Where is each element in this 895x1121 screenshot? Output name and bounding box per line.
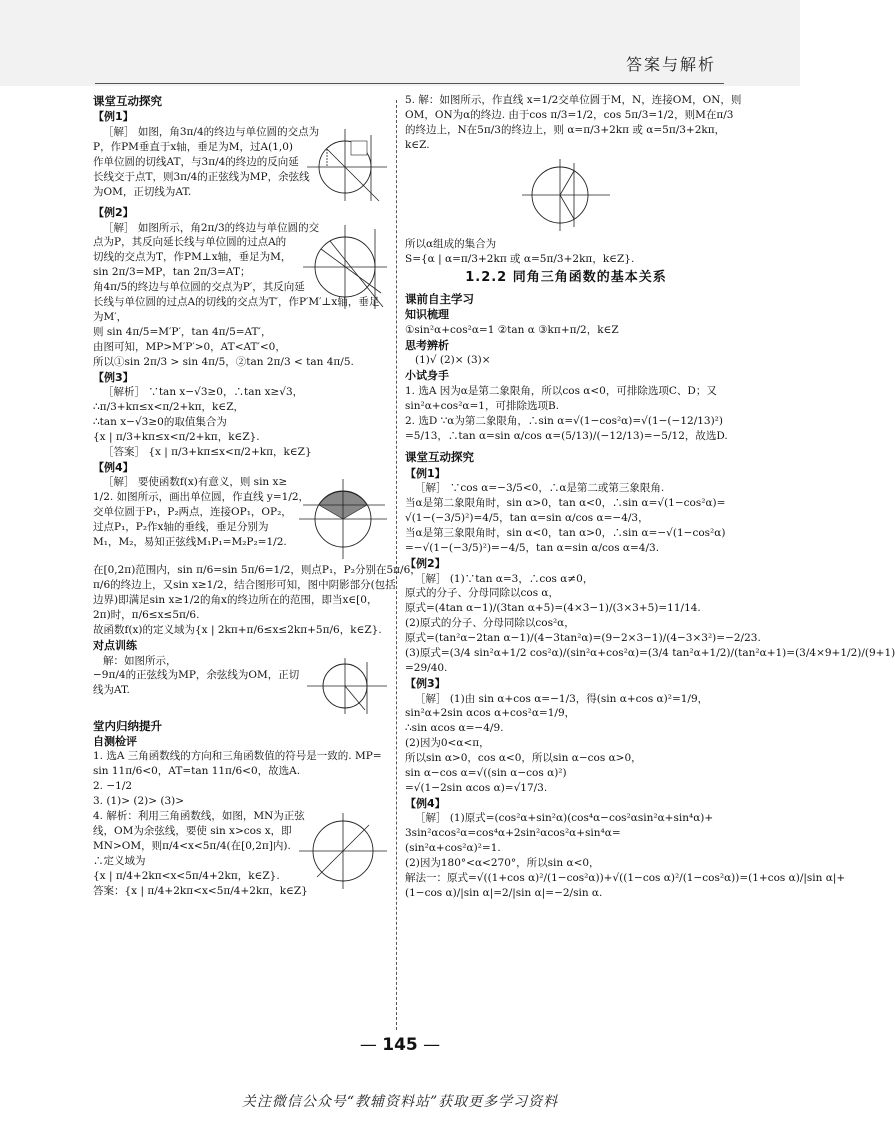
text-line: 过点P₁，P₂作x轴的垂线，垂足分别为: [93, 521, 269, 534]
text-line: 则 sin 4π/5=M′P′，tan 4π/5=AT′，: [93, 325, 272, 338]
text-line: {x | π/4+2kπ<x<5π/4+2kπ，k∈Z}.: [93, 869, 280, 882]
text-line: 所以sin α>0，cos α<0，所以sin α−cos α>0，: [405, 752, 642, 765]
example-2-label: 【例2】: [93, 205, 134, 219]
page-header-title: 答案与解析: [625, 55, 716, 74]
example-1-label: 【例1】: [93, 110, 134, 124]
page-number: — 145 —: [0, 1033, 800, 1057]
section-title-prestudy: 课前自主学习: [405, 291, 474, 306]
text-line: 5. 解：如图所示，作直线 x=1/2交单位圆于M，N，连接OM，ON，则: [405, 94, 742, 106]
text-line: 由图可知，MP>M′P′>0，AT<AT′<0，: [93, 340, 286, 353]
text-line: (1−cos α)/|sin α|=2/|sin α|=−2/sin α.: [405, 887, 603, 899]
unit-circle-shaded-figure-ex4: [297, 477, 389, 561]
text-line: ［解］ 如图所示，角2π/3的终边与单位圆的交: [103, 221, 320, 234]
text-line: sin²α+cos²α=1，可排除选项B.: [405, 399, 560, 412]
lesson-subtitle: 1.2.2 同角三角函数的基本关系: [465, 270, 667, 286]
unit-circle-figure-selftest: [297, 811, 389, 891]
text-line: sin 2π/3=MP，tan 2π/3=AT；: [93, 266, 251, 279]
text-line: =√(1−2sin αcos α)=√17/3.: [405, 781, 548, 794]
text-line: sin 11π/6<0，AT=tan 11π/6<0，故选A.: [93, 765, 301, 778]
text-line: 当α是第三象限角时，sin α<0，tan α>0，∴sin α=−√(1−cos²α): [405, 527, 726, 540]
text-line: 边界)即满足sin x≥1/2的角x的终边所在的范围，即当x∈[0，: [93, 594, 378, 607]
text-line: 2. −1/2: [93, 780, 133, 793]
text-line: 长线与单位圆的过点A的切线的交点为T′，作P′M′⊥x轴，垂足: [93, 296, 380, 309]
text-line: ［解］ 要使函数f(x)有意义，则 sin x≥: [103, 476, 288, 489]
text-line: 角4π/5的终边与单位圆的交点为P′，其反向延: [93, 281, 305, 294]
text-line: 1/2. 如图所示，画出单位圆，作直线 y=1/2，: [93, 491, 310, 504]
text-line: P，作PM垂直于x轴，垂足为M，过A(1,0): [93, 140, 294, 153]
knowledge-title: 知识梳理: [405, 308, 449, 322]
example-3-label-right: 【例3】: [405, 676, 446, 690]
text-line: (3)原式=(3/4 sin²α+1/2 cos²α)/(sin²α+cos²α)=(3/4 tan²α+1/2)/(tan²α+1)=(3/4×9+1/2)/(9+1): [405, 647, 895, 660]
right-column: [405, 93, 895, 901]
footer-notice: 关注微信公众号“教辅资料站”获取更多学习资料: [241, 1094, 559, 1110]
text-line: OM，ON为α的终边. 由于cos π/3=1/2，cos 5π/3=1/2，则M在π/3: [405, 108, 734, 121]
thinking-title: 思考辨析: [405, 338, 449, 352]
text-line: 点为P，其反向延长线与单位圆的过点A的: [93, 236, 287, 249]
text-line: √(1−(−3/5)²)=4/5，tan α=sin α/cos α=−4/3，: [405, 512, 649, 525]
text-line: 交单位圆于P₁，P₂两点，连接OP₁，OP₂，: [93, 506, 292, 519]
left-column: [93, 93, 421, 899]
text-line: ［解］ 如图，角3π/4的终边与单位圆的交点为: [103, 125, 320, 138]
text-line: ∴π/3+kπ≤x<π/2+kπ，k∈Z，: [93, 401, 244, 414]
text-line: 3sin²αcos²α=cos⁴α+2sin²αcos²α+sin⁴α=: [405, 827, 621, 840]
text-line: 解：如图所示，: [103, 654, 177, 667]
text-line: (sin²α+cos²α)²=1.: [405, 842, 501, 855]
text-line: =5/13，∴tan α=sin α/cos α=(5/13)/(−12/13)=−5/12，故选D.: [405, 429, 728, 442]
text-line: π/6的终边上，又sin x≥1/2，结合图形可知，图中阴影部分(包括: [93, 579, 396, 592]
text-line: 解法一：原式=√((1+cos α)²/(1−cos²α))+√((1−cos α)²/(1−cos²α))=(1+cos α)/|sin α|+: [405, 872, 846, 885]
text-line: S={α | α=π/3+2kπ 或 α=5π/3+2kπ，k∈Z}.: [405, 252, 635, 265]
example-4-label-right: 【例4】: [405, 796, 446, 810]
text-line: 为OM，正切线为AT.: [93, 185, 192, 198]
text-line: =−√(1−(−3/5)²)=−4/5，tan α=sin α/cos α=4/3.: [405, 542, 660, 555]
example-2-label-right: 【例2】: [405, 556, 446, 570]
text-line: ［解］ (1)原式=(cos²α+sin²α)(cos⁴α−cos²αsin²α+sin⁴α)+: [415, 812, 714, 825]
text-line: (1)√ (2)× (3)×: [415, 354, 491, 367]
text-line: sin²α+2sin αcos α+cos²α=1/9，: [405, 707, 576, 720]
text-line: (2)因为0<α<π，: [405, 737, 490, 750]
text-line: −9π/4的正弦线为MP，余弦线为OM，正切: [93, 669, 300, 682]
text-line: 原式=(4tan α−1)/(3tan α+5)=(4×3−1)/(3×3+5)=11/14.: [405, 602, 701, 615]
text-line: 1. 选A 因为α是第二象限角，所以cos α<0，可排除选项C、D；又: [405, 384, 717, 397]
unit-circle-figure-practice: [305, 656, 389, 716]
text-line: 故函数f(x)的定义域为{x | 2kπ+π/6≤x≤2kπ+5π/6，k∈Z}.: [93, 623, 382, 636]
text-line: 线为AT.: [93, 684, 130, 697]
text-line: ①sin²α+cos²α=1 ②tan α ③kπ+π/2，k∈Z: [405, 323, 619, 336]
text-line: ∴定义域为: [93, 854, 146, 867]
text-line: (2)因为180°<α<270°，所以sin α<0，: [405, 857, 600, 870]
text-line: ∴sin αcos α=−4/9.: [405, 722, 504, 735]
section-title-interactive-right: 课堂互动探究: [405, 450, 474, 465]
text-line: 原式=(tan²α−2tan α−1)/(4−3tan²α)=(9−2×3−1)/(4−3×3²)=−2/23.: [405, 632, 761, 645]
header-rule: [95, 83, 724, 84]
text-line: 当α是第二象限角时，sin α>0，tan α<0，∴sin α=√(1−cos²α)=: [405, 497, 726, 510]
text-line: 为M′，: [93, 310, 128, 323]
unit-circle-figure-item5: [520, 157, 612, 233]
text-line: 所以①sin 2π/3 > sin 4π/5，②tan 2π/3 < tan 4π/5.: [93, 355, 354, 368]
text-line: M₁，M₂，易知正弦线M₁P₁=M₂P₂=1/2.: [93, 535, 287, 548]
text-line: k∈Z.: [405, 138, 430, 151]
text-line: ［解］ (1)由 sin α+cos α=−1/3，得(sin α+cos α)²=1/9，: [415, 692, 709, 705]
example-1-label-right: 【例1】: [405, 466, 446, 480]
text-line: 2π)时，π/6≤x≤5π/6.: [93, 609, 200, 622]
text-line: 切线的交点为T，作PM⊥x轴，垂足为M，: [93, 251, 292, 264]
text-line: 2. 选D ∵α为第二象限角，∴sin α=√(1−cos²α)=√(1−(−12/13)²): [405, 414, 723, 427]
selftest-title: 自测检评: [93, 734, 137, 748]
text-line: ［解］ ∵cos α=−3/5<0，∴α是第二或第三象限角.: [415, 482, 665, 495]
text-line: ［解析］ ∵tan x−√3≥0，∴tan x≥√3，: [103, 386, 304, 399]
text-line: 线，OM为余弦线，要使 sin x>cos x，即: [93, 824, 292, 837]
text-line: 所以α组成的集合为: [405, 237, 497, 250]
text-line: 原式的分子、分母同除以cos α，: [405, 587, 560, 600]
text-line: 答案：{x | π/4+2kπ<x<5π/4+2kπ，k∈Z}: [93, 884, 308, 897]
section-title-interactive: 课堂互动探究: [93, 94, 162, 108]
text-line: sin α−cos α=√((sin α−cos α)²): [405, 767, 567, 780]
section-title-summary: 堂内归纳提升: [93, 718, 162, 733]
text-line: 1. 选A 三角函数线的方向和三角函数值的符号是一致的. MP=: [93, 750, 382, 763]
text-line: ［答案］ {x | π/3+kπ≤x<π/2+kπ，k∈Z}: [103, 445, 312, 458]
text-line: 3. (1)> (2)> (3)>: [93, 795, 185, 808]
text-line: =29/40.: [405, 662, 448, 674]
text-line: 长线交于点T，则3π/4的正弦线为MP，余弦线: [93, 170, 310, 183]
example-3-label: 【例3】: [93, 370, 134, 384]
text-line: ［解］ (1)∵tan α=3，∴cos α≠0，: [415, 572, 594, 585]
text-line: {x | π/3+kπ≤x<π/2+kπ，k∈Z}.: [93, 430, 260, 443]
text-line: 的终边上，N在5π/3的终边上，则 α=π/3+2kπ 或 α=5π/3+2kπ，: [405, 123, 726, 136]
text-line: 作单位圆的切线AT，与3π/4的终边的反向延: [93, 155, 299, 168]
text-line: 在[0,2π)范围内，sin π/6=sin 5π/6=1/2，则点P₁，P₂分别在5π/6，: [93, 564, 421, 577]
practice-title: 对点训练: [93, 638, 137, 652]
trial-title: 小试身手: [405, 369, 449, 383]
text-line: 4. 解析：利用三角函数线，如图，MN为正弦: [93, 810, 305, 823]
example-4-label: 【例4】: [93, 460, 134, 474]
text-line: ∴tan x−√3≥0的取值集合为: [93, 416, 227, 429]
text-line: (2)原式的分子、分母同除以cos²α，: [405, 617, 575, 630]
text-line: MN>OM，则π/4<x<5π/4(在[0,2π]内).: [93, 839, 291, 852]
